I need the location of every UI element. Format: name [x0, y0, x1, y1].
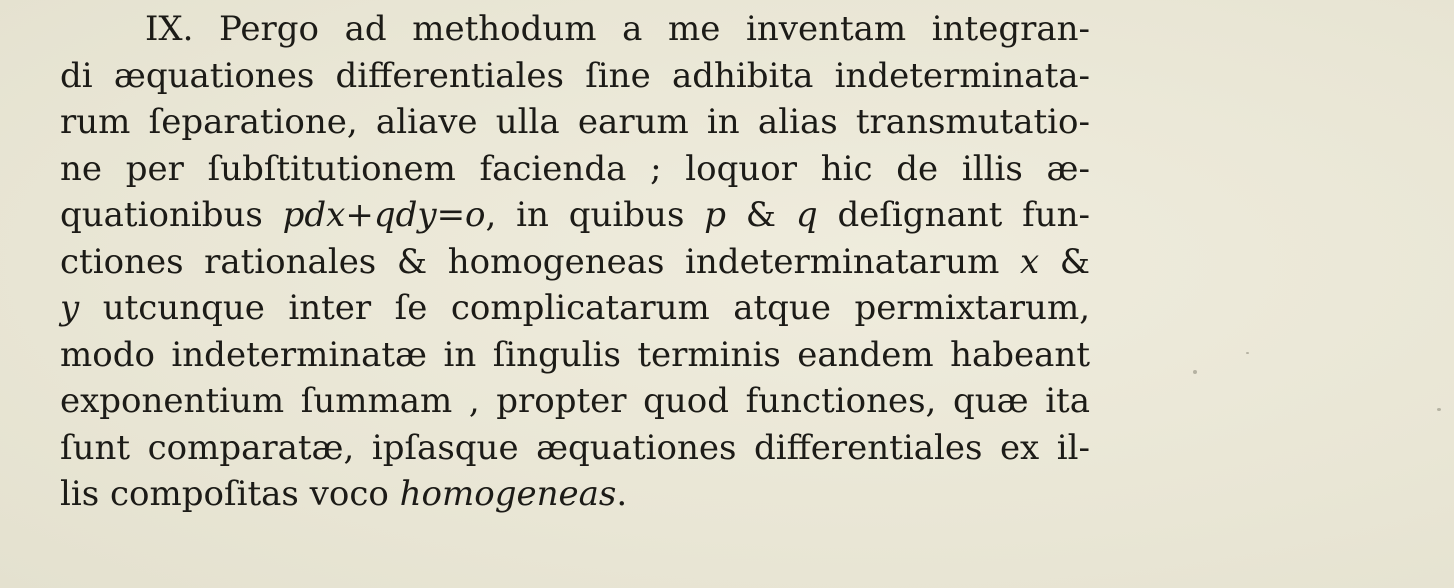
- text-run: modo indeterminatæ in ſingulis terminis eandem habeant: [60, 334, 1090, 375]
- italic-text: p: [704, 195, 726, 235]
- italic-text: pdx+qdy=o: [282, 195, 486, 235]
- italic-text: q: [795, 195, 818, 235]
- text-run: rum ſeparatione, aliave ulla earum in alias transmutatio-: [60, 102, 1090, 142]
- text-run: quationibus: [60, 195, 283, 235]
- text-run: ctiones rationales & homogeneas indeterminatarum: [60, 241, 1020, 282]
- text-run: utcunque inter ſe complicatarum atque permixtarum,: [79, 288, 1090, 328]
- text-line: [60, 332, 1090, 379]
- italic-text: x: [1019, 241, 1040, 282]
- text-line: [60, 285, 1090, 332]
- text-run: &: [725, 195, 796, 235]
- text-run: .: [616, 474, 628, 514]
- text-line: [60, 53, 1090, 100]
- text-run: &: [1039, 241, 1090, 282]
- text-line: [60, 378, 1090, 425]
- paragraph-ix: [60, 6, 1090, 518]
- text-line: [60, 146, 1090, 193]
- text-line: [60, 471, 1090, 518]
- text-line: [60, 425, 1090, 472]
- text-line: [60, 99, 1090, 146]
- text-run: di æquationes differentiales ſine adhibita indeterminata-: [60, 55, 1090, 96]
- paper-speck: [1246, 352, 1249, 354]
- text-run: IX. Pergo ad methodum a me inventam integran-: [145, 9, 1090, 49]
- text-run: , in quibus: [485, 195, 705, 235]
- italic-text: y: [60, 288, 80, 328]
- paper-speck: [1193, 370, 1197, 374]
- italic-text: homogeneas: [399, 474, 617, 514]
- text-line: [60, 192, 1090, 239]
- text-run: exponentium ſummam , propter quod functiones, quæ ita: [60, 381, 1090, 421]
- text-run: lis compoſitas voco: [60, 474, 400, 514]
- text-run: deſignant fun-: [817, 195, 1090, 235]
- paper-speck: [1437, 408, 1441, 411]
- text-line: [60, 6, 1090, 53]
- text-line: [60, 239, 1090, 286]
- text-run: ſunt comparatæ, ipſasque æquationes differentiales ex il-: [60, 427, 1090, 468]
- text-run: ne per ſubſtitutionem facienda ; loquor hic de illis æ-: [60, 148, 1090, 189]
